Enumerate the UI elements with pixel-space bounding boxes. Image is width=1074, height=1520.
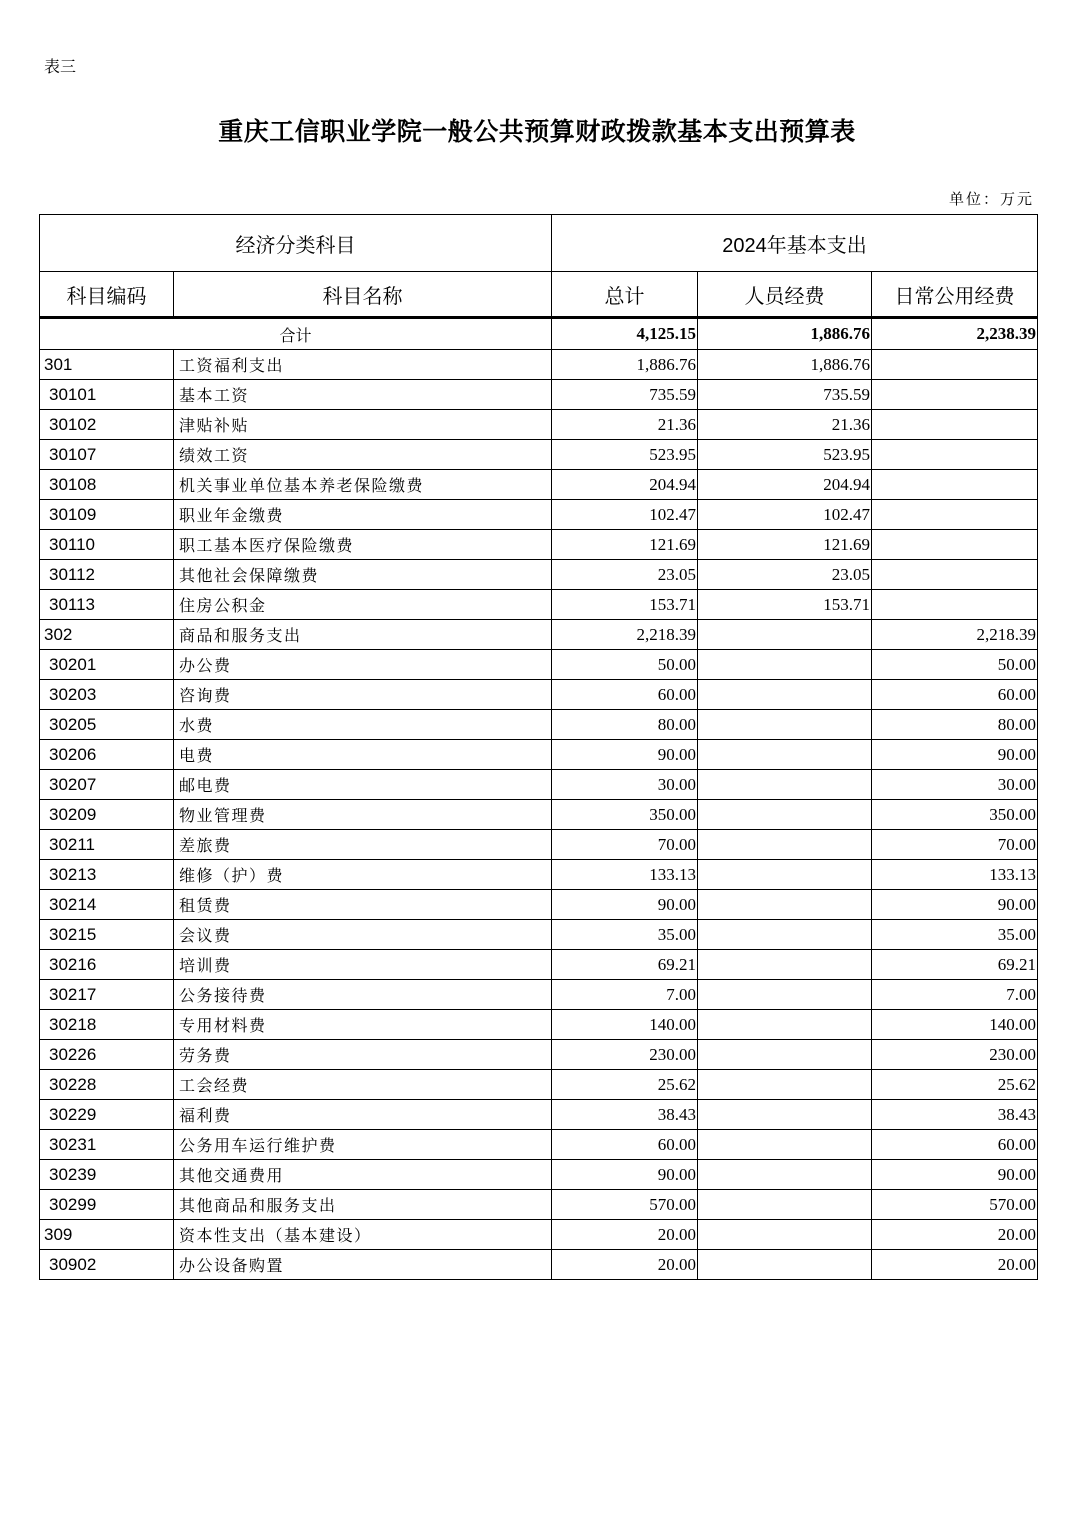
personnel-value xyxy=(698,830,872,860)
public-value: 140.00 xyxy=(872,1010,1038,1040)
total-value: 153.71 xyxy=(552,590,698,620)
subject-name: 职工基本医疗保险缴费 xyxy=(174,530,552,560)
public-value: 2,218.39 xyxy=(872,620,1038,650)
personnel-value: 1,886.76 xyxy=(698,350,872,380)
subject-code: 30228 xyxy=(40,1070,174,1100)
personnel-value: 735.59 xyxy=(698,380,872,410)
total-sum: 4,125.15 xyxy=(552,318,698,350)
total-value: 50.00 xyxy=(552,650,698,680)
public-value: 60.00 xyxy=(872,680,1038,710)
total-value: 133.13 xyxy=(552,860,698,890)
table-row xyxy=(40,710,1038,740)
total-value: 60.00 xyxy=(552,1130,698,1160)
subject-code: 30239 xyxy=(40,1160,174,1190)
subject-name: 专用材料费 xyxy=(174,1010,552,1040)
subject-code: 301 xyxy=(40,350,174,380)
total-value: 20.00 xyxy=(552,1250,698,1280)
public-value: 20.00 xyxy=(872,1220,1038,1250)
personnel-value xyxy=(698,740,872,770)
public-value: 7.00 xyxy=(872,980,1038,1010)
public-value: 230.00 xyxy=(872,1040,1038,1070)
table-row xyxy=(40,1040,1038,1070)
subject-code: 30226 xyxy=(40,1040,174,1070)
personnel-value xyxy=(698,950,872,980)
table-row xyxy=(40,530,1038,560)
total-label: 合计 xyxy=(40,318,552,350)
personnel-value xyxy=(698,1220,872,1250)
total-value: 230.00 xyxy=(552,1040,698,1070)
subject-code: 30215 xyxy=(40,920,174,950)
subject-code: 30229 xyxy=(40,1100,174,1130)
table-row xyxy=(40,410,1038,440)
total-value: 204.94 xyxy=(552,470,698,500)
subject-code: 30102 xyxy=(40,410,174,440)
total-value: 350.00 xyxy=(552,800,698,830)
subject-code: 30107 xyxy=(40,440,174,470)
personnel-value: 204.94 xyxy=(698,470,872,500)
subject-name: 公务用车运行维护费 xyxy=(174,1130,552,1160)
header-subject-code: 科目编码 xyxy=(40,272,174,318)
public-value xyxy=(872,590,1038,620)
total-public: 2,238.39 xyxy=(872,318,1038,350)
personnel-value xyxy=(698,1010,872,1040)
personnel-value: 523.95 xyxy=(698,440,872,470)
subject-code: 30112 xyxy=(40,560,174,590)
total-value: 80.00 xyxy=(552,710,698,740)
public-value: 90.00 xyxy=(872,740,1038,770)
subject-name: 工会经费 xyxy=(174,1070,552,1100)
total-personnel: 1,886.76 xyxy=(698,318,872,350)
total-value: 69.21 xyxy=(552,950,698,980)
total-value: 23.05 xyxy=(552,560,698,590)
table-row xyxy=(40,920,1038,950)
total-value: 735.59 xyxy=(552,380,698,410)
total-value: 21.36 xyxy=(552,410,698,440)
total-value: 121.69 xyxy=(552,530,698,560)
total-value: 60.00 xyxy=(552,680,698,710)
public-value xyxy=(872,560,1038,590)
table-row xyxy=(40,440,1038,470)
table-row xyxy=(40,950,1038,980)
table-row xyxy=(40,1130,1038,1160)
subject-code: 30201 xyxy=(40,650,174,680)
public-value: 90.00 xyxy=(872,890,1038,920)
public-value: 133.13 xyxy=(872,860,1038,890)
total-value: 90.00 xyxy=(552,740,698,770)
subject-name: 基本工资 xyxy=(174,380,552,410)
subject-code: 30205 xyxy=(40,710,174,740)
table-row xyxy=(40,860,1038,890)
table-row xyxy=(40,380,1038,410)
personnel-value xyxy=(698,890,872,920)
table-row xyxy=(40,350,1038,380)
header-row-columns xyxy=(40,272,1038,318)
header-personnel-funds: 人员经费 xyxy=(698,272,872,318)
subject-code: 30203 xyxy=(40,680,174,710)
public-value: 80.00 xyxy=(872,710,1038,740)
subject-code: 30902 xyxy=(40,1250,174,1280)
table-row xyxy=(40,1160,1038,1190)
total-value: 30.00 xyxy=(552,770,698,800)
public-value: 25.62 xyxy=(872,1070,1038,1100)
subject-name: 绩效工资 xyxy=(174,440,552,470)
public-value: 50.00 xyxy=(872,650,1038,680)
public-value: 350.00 xyxy=(872,800,1038,830)
subject-code: 30211 xyxy=(40,830,174,860)
subject-name: 维修（护）费 xyxy=(174,860,552,890)
public-value: 20.00 xyxy=(872,1250,1038,1280)
personnel-value xyxy=(698,770,872,800)
personnel-value xyxy=(698,800,872,830)
subject-name: 津贴补贴 xyxy=(174,410,552,440)
personnel-value xyxy=(698,620,872,650)
table-row xyxy=(40,560,1038,590)
subject-name: 差旅费 xyxy=(174,830,552,860)
subject-name: 租赁费 xyxy=(174,890,552,920)
personnel-value xyxy=(698,680,872,710)
total-value: 523.95 xyxy=(552,440,698,470)
subject-name: 电费 xyxy=(174,740,552,770)
subject-name: 水费 xyxy=(174,710,552,740)
total-value: 90.00 xyxy=(552,890,698,920)
public-value: 60.00 xyxy=(872,1130,1038,1160)
public-value xyxy=(872,350,1038,380)
table-row xyxy=(40,980,1038,1010)
table-row xyxy=(40,740,1038,770)
table-row xyxy=(40,1220,1038,1250)
table-row xyxy=(40,1100,1038,1130)
subject-name: 机关事业单位基本养老保险缴费 xyxy=(174,470,552,500)
personnel-value xyxy=(698,1040,872,1070)
personnel-value xyxy=(698,920,872,950)
subject-name: 公务接待费 xyxy=(174,980,552,1010)
subject-code: 30214 xyxy=(40,890,174,920)
total-value: 38.43 xyxy=(552,1100,698,1130)
public-value xyxy=(872,470,1038,500)
subject-name: 其他社会保障缴费 xyxy=(174,560,552,590)
total-value: 140.00 xyxy=(552,1010,698,1040)
header-subject-name: 科目名称 xyxy=(174,272,552,318)
table-row xyxy=(40,830,1038,860)
subject-name: 办公费 xyxy=(174,650,552,680)
total-value: 25.62 xyxy=(552,1070,698,1100)
personnel-value: 23.05 xyxy=(698,560,872,590)
public-value: 70.00 xyxy=(872,830,1038,860)
subject-name: 工资福利支出 xyxy=(174,350,552,380)
personnel-value xyxy=(698,1250,872,1280)
public-value xyxy=(872,530,1038,560)
budget-table xyxy=(39,214,1038,1280)
subject-name: 住房公积金 xyxy=(174,590,552,620)
header-public-funds: 日常公用经费 xyxy=(872,272,1038,318)
total-row xyxy=(40,318,1038,350)
total-value: 1,886.76 xyxy=(552,350,698,380)
subject-code: 30101 xyxy=(40,380,174,410)
header-economic-classification: 经济分类科目 xyxy=(40,215,552,272)
total-value: 570.00 xyxy=(552,1190,698,1220)
subject-name: 物业管理费 xyxy=(174,800,552,830)
subject-name: 职业年金缴费 xyxy=(174,500,552,530)
public-value xyxy=(872,380,1038,410)
personnel-value xyxy=(698,1130,872,1160)
subject-code: 30213 xyxy=(40,860,174,890)
subject-name: 商品和服务支出 xyxy=(174,620,552,650)
table-row xyxy=(40,800,1038,830)
subject-name: 其他商品和服务支出 xyxy=(174,1190,552,1220)
public-value: 90.00 xyxy=(872,1160,1038,1190)
subject-name: 资本性支出（基本建设） xyxy=(174,1220,552,1250)
subject-code: 30110 xyxy=(40,530,174,560)
subject-code: 30299 xyxy=(40,1190,174,1220)
public-value xyxy=(872,410,1038,440)
total-value: 35.00 xyxy=(552,920,698,950)
table-row xyxy=(40,770,1038,800)
public-value: 69.21 xyxy=(872,950,1038,980)
total-value: 7.00 xyxy=(552,980,698,1010)
personnel-value xyxy=(698,1070,872,1100)
subject-code: 309 xyxy=(40,1220,174,1250)
total-value: 102.47 xyxy=(552,500,698,530)
personnel-value: 153.71 xyxy=(698,590,872,620)
subject-code: 30231 xyxy=(40,1130,174,1160)
table-row xyxy=(40,620,1038,650)
personnel-value xyxy=(698,1190,872,1220)
personnel-value xyxy=(698,650,872,680)
total-value: 90.00 xyxy=(552,1160,698,1190)
personnel-value xyxy=(698,710,872,740)
subject-code: 30207 xyxy=(40,770,174,800)
table-row xyxy=(40,590,1038,620)
subject-code: 30206 xyxy=(40,740,174,770)
subject-code: 30209 xyxy=(40,800,174,830)
subject-name: 咨询费 xyxy=(174,680,552,710)
subject-name: 邮电费 xyxy=(174,770,552,800)
public-value: 30.00 xyxy=(872,770,1038,800)
page-title: 重庆工信职业学院一般公共预算财政拨款基本支出预算表 xyxy=(218,117,856,146)
public-value: 570.00 xyxy=(872,1190,1038,1220)
personnel-value: 102.47 xyxy=(698,500,872,530)
subject-name: 劳务费 xyxy=(174,1040,552,1070)
table-row xyxy=(40,470,1038,500)
table-row xyxy=(40,890,1038,920)
subject-name: 其他交通费用 xyxy=(174,1160,552,1190)
personnel-value xyxy=(698,1100,872,1130)
total-value: 2,218.39 xyxy=(552,620,698,650)
public-value: 35.00 xyxy=(872,920,1038,950)
subject-code: 30109 xyxy=(40,500,174,530)
document-label: 表三 xyxy=(44,57,77,76)
subject-code: 30108 xyxy=(40,470,174,500)
header-basic-expenditure: 2024年基本支出 xyxy=(552,215,1038,272)
table-row xyxy=(40,1250,1038,1280)
header-total: 总计 xyxy=(552,272,698,318)
subject-name: 办公设备购置 xyxy=(174,1250,552,1280)
table-row xyxy=(40,1190,1038,1220)
subject-name: 福利费 xyxy=(174,1100,552,1130)
table-row xyxy=(40,1070,1038,1100)
public-value: 38.43 xyxy=(872,1100,1038,1130)
unit-label: 单位：万元 xyxy=(948,190,1034,208)
subject-name: 培训费 xyxy=(174,950,552,980)
public-value xyxy=(872,500,1038,530)
personnel-value xyxy=(698,1160,872,1190)
table-row xyxy=(40,650,1038,680)
subject-code: 30113 xyxy=(40,590,174,620)
subject-code: 302 xyxy=(40,620,174,650)
personnel-value: 121.69 xyxy=(698,530,872,560)
subject-name: 会议费 xyxy=(174,920,552,950)
personnel-value xyxy=(698,860,872,890)
header-row-group xyxy=(40,215,1038,272)
personnel-value xyxy=(698,980,872,1010)
subject-code: 30216 xyxy=(40,950,174,980)
public-value xyxy=(872,440,1038,470)
total-value: 70.00 xyxy=(552,830,698,860)
total-value: 20.00 xyxy=(552,1220,698,1250)
subject-code: 30218 xyxy=(40,1010,174,1040)
subject-code: 30217 xyxy=(40,980,174,1010)
table-row xyxy=(40,680,1038,710)
table-row xyxy=(40,500,1038,530)
personnel-value: 21.36 xyxy=(698,410,872,440)
table-row xyxy=(40,1010,1038,1040)
